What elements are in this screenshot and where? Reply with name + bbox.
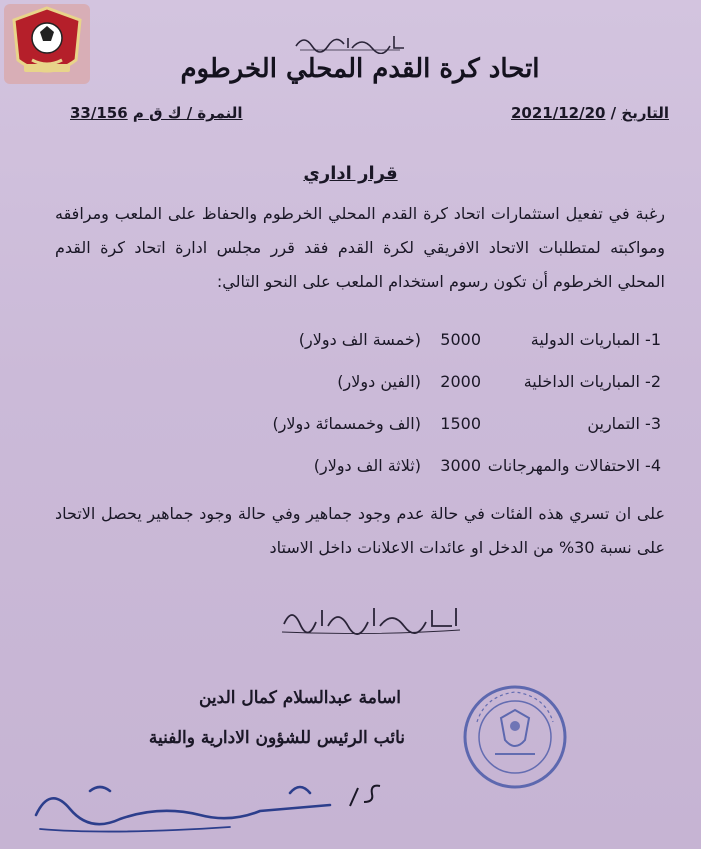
fee-row <box>221 318 661 360</box>
signatory-title: نائب الرئيس للشؤون الادارية والفنية <box>148 728 405 748</box>
fee-words: (خمسة الف دولار) <box>298 329 421 349</box>
handwritten-signature <box>30 775 350 845</box>
fee-amount: 5000 <box>440 329 481 349</box>
fee-amount: 1500 <box>440 413 481 433</box>
fee-words: (الف وخمسمائة دولار) <box>272 413 421 433</box>
note-paragraph: على ان تسري هذه الفئات في حالة عدم وجود جماهير وفي حالة وجود جماهير يحصل الاتحاد على نسبة 30% من الدخل او عائدات الاعلانات داخل الاستاد <box>55 504 665 557</box>
fee-item: 4- الاحتفالات والمهرجانات <box>487 455 661 475</box>
reference-number-line <box>70 104 243 122</box>
fee-row <box>221 402 661 444</box>
organization-title: اتحاد كرة القدم المحلي الخرطوم <box>180 54 540 84</box>
number-value: 33/156 <box>70 104 128 122</box>
date-value: 2021/12/20 <box>511 104 606 122</box>
club-logo-icon <box>2 2 92 86</box>
fee-amount: 2000 <box>440 371 481 391</box>
fee-row <box>221 444 661 486</box>
fee-words: (ثلاثة الف دولار) <box>313 455 421 475</box>
fee-item: 3- التمارين <box>587 413 661 433</box>
number-label: النمرة / ك ق م <box>132 104 243 122</box>
fees-list <box>221 318 661 486</box>
date-line: التاريخ / 2021/12/20 <box>511 104 669 122</box>
fee-item: 2- المباريات الداخلية <box>523 371 661 391</box>
closing-calligraphy <box>276 600 466 638</box>
fee-row <box>221 360 661 402</box>
subject-heading: قرار اداري <box>303 163 398 184</box>
basmala-calligraphy <box>290 30 410 54</box>
signatory-name: اسامة عبدالسلام كمال الدين <box>198 688 401 708</box>
date-label: التاريخ <box>621 104 669 122</box>
fee-words: (الفين دولار) <box>337 371 421 391</box>
fee-amount: 3000 <box>440 455 481 475</box>
official-stamp-icon <box>455 682 575 792</box>
intro-paragraph: رغبة في تفعيل استثمارات اتحاد كرة القدم المحلي الخرطوم والحفاظ على الملعب ومرافقه ومواكبته لمتطلبات الاتحاد الافريقي لكرة القدم فقد قرر مجلس ادارة اتحاد كرة القدم المحلي الخرطوم أن تكون رسوم استخدام الملعب على النحو التالي: <box>55 204 665 291</box>
fee-item: 1- المباريات الدولية <box>530 329 661 349</box>
